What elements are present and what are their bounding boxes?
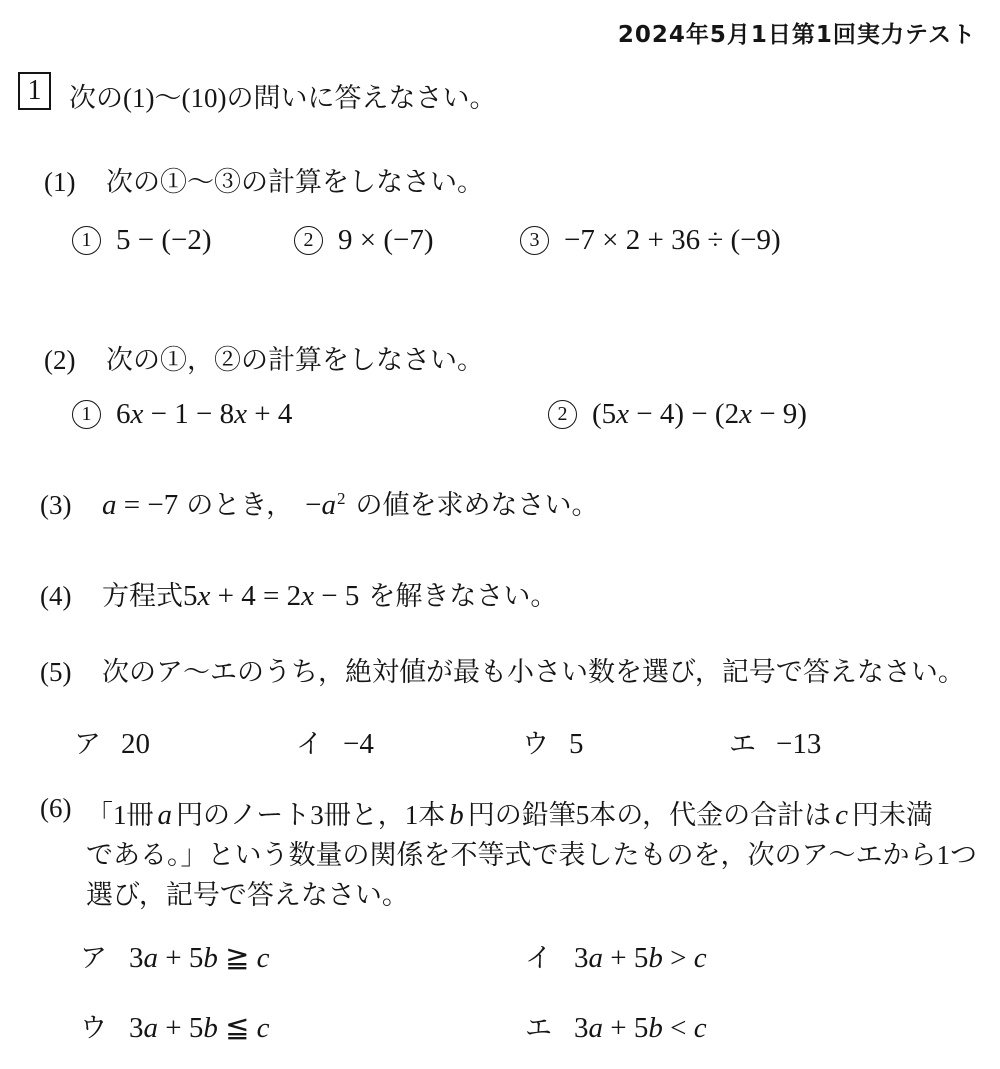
circled-number-1: 1 <box>72 226 101 255</box>
q1-item-3-expression: −7 × 2 + 36 ÷ (−9) <box>564 224 781 256</box>
choice-expression <box>574 1012 707 1045</box>
q1-item-1 <box>72 224 212 257</box>
q3-text-part: のとき， <box>186 490 294 520</box>
problem-instruction: 次の(1)～(10)の問いに答えなさい。 <box>69 83 497 113</box>
q4-text-part: 方程式 <box>102 581 183 611</box>
expr-segment: + 5 <box>603 1012 649 1044</box>
option-key: エ <box>729 729 756 759</box>
q2-item-1 <box>72 398 292 431</box>
q6-line-2: である。」という数量の関係を不等式で表したものを，次のア～エから1つ <box>86 840 977 870</box>
q2-item-2 <box>548 398 807 431</box>
expr-segment: 3 <box>574 1012 589 1044</box>
variable-a: a <box>588 942 603 974</box>
q6-choice-e <box>525 1006 707 1045</box>
variable-b: b <box>648 942 663 974</box>
option-key: ア <box>74 729 101 759</box>
question-2-label: (2) <box>44 345 76 375</box>
question-5-label: (5) <box>40 657 72 687</box>
expr-segment: − 1 − 8 <box>143 398 235 430</box>
inequality-operator: < <box>662 1012 694 1044</box>
q3-expression <box>102 489 178 521</box>
question-1-text: 次の①～③の計算をしなさい。 <box>106 167 484 197</box>
variable-x: x <box>130 398 144 430</box>
q6-text-part: 円のノート3冊と，1本 <box>176 800 446 830</box>
choice-key: ア <box>80 943 107 973</box>
inequality-operator: ≦ <box>217 1012 257 1044</box>
q1-item-3 <box>520 224 781 257</box>
q4-equation <box>183 580 359 612</box>
choice-key: ウ <box>80 1013 107 1043</box>
q6-text-part: 円未満 <box>852 800 933 830</box>
q2-item-1-expression <box>116 398 292 431</box>
variable-a: a <box>588 1012 603 1044</box>
variable-c: c <box>256 942 270 974</box>
variable-b: b <box>648 1012 663 1044</box>
q6-text-part: 「1冊 <box>86 800 154 830</box>
q4-text-part: を解きなさい。 <box>368 581 558 611</box>
choice-expression <box>574 942 707 975</box>
q3-expression-2 <box>305 489 345 521</box>
expr-segment: 3 <box>129 942 144 974</box>
q6-choice-a <box>80 936 270 975</box>
expr-segment: (5 <box>592 398 617 430</box>
q2-item-2-expression <box>592 398 807 431</box>
exponent: 2 <box>337 489 346 508</box>
q1-item-2 <box>294 224 434 257</box>
q6-line-3: 選び，記号で答えなさい。 <box>86 880 409 910</box>
variable-x: x <box>616 398 630 430</box>
expr-segment: − 4) − (2 <box>629 398 740 430</box>
problem-number-box: 1 <box>18 72 51 110</box>
variable-a: a <box>143 1012 158 1044</box>
expr-segment: − 9) <box>751 398 807 430</box>
question-1-label: (1) <box>44 167 76 197</box>
option-value: −4 <box>343 728 374 760</box>
circled-number-3: 3 <box>520 226 549 255</box>
question-4-label: (4) <box>40 581 72 611</box>
variable-c: c <box>835 799 848 831</box>
expr-segment: − 5 <box>313 580 360 612</box>
expr-segment: 3 <box>574 942 589 974</box>
variable-c: c <box>693 942 707 974</box>
question-1 <box>44 160 484 199</box>
variable-c: c <box>693 1012 707 1044</box>
inequality-operator: > <box>662 942 694 974</box>
question-2-text: 次の①，②の計算をしなさい。 <box>106 345 484 375</box>
variable-x: x <box>739 398 752 430</box>
expr-segment: = −7 <box>116 489 179 521</box>
circled-number-1: 1 <box>72 400 101 429</box>
variable-x: x <box>197 580 211 612</box>
q5-option-i <box>296 722 374 761</box>
circled-number-2: 2 <box>548 400 577 429</box>
problem-1-row <box>18 72 496 115</box>
q1-item-1-expression: 5 − (−2) <box>116 224 212 256</box>
question-3 <box>40 483 599 522</box>
option-value: 20 <box>121 728 150 760</box>
choice-expression <box>129 1010 270 1045</box>
question-5-text: 次のア～エのうち，絶対値が最も小さい数を選び，記号で答えなさい。 <box>102 657 965 687</box>
question-2 <box>44 338 484 377</box>
expr-segment: 5 <box>183 580 198 612</box>
variable-a: a <box>102 489 117 521</box>
q5-option-u <box>522 722 584 761</box>
question-6-label: (6) <box>40 793 72 823</box>
q6-choice-i <box>525 936 707 975</box>
variable-b: b <box>203 1012 218 1044</box>
option-key: ウ <box>522 729 549 759</box>
option-value: 5 <box>569 728 584 760</box>
choice-key: イ <box>525 943 552 973</box>
question-4 <box>40 574 557 613</box>
inequality-operator: ≧ <box>217 942 257 974</box>
variable-a: a <box>321 489 336 521</box>
variable-a: a <box>143 942 158 974</box>
question-6-label-holder <box>40 793 71 824</box>
expr-segment: + 5 <box>603 942 649 974</box>
question-3-label: (3) <box>40 490 72 520</box>
expr-segment: 6 <box>116 398 131 430</box>
expr-segment: 3 <box>129 1012 144 1044</box>
q6-text-part: 円の鉛筆5本の，代金の合計は <box>467 800 832 830</box>
variable-c: c <box>256 1012 270 1044</box>
q6-choice-u <box>80 1006 270 1045</box>
expr-segment: + 4 = 2 <box>210 580 302 612</box>
option-key: イ <box>296 729 323 759</box>
expr-segment: + 5 <box>158 942 204 974</box>
q1-item-2-expression: 9 × (−7) <box>338 224 434 256</box>
q6-line-1 <box>86 793 933 832</box>
variable-b: b <box>203 942 218 974</box>
expr-segment: + 5 <box>158 1012 204 1044</box>
variable-x: x <box>301 580 314 612</box>
choice-expression <box>129 940 270 975</box>
choice-key: エ <box>525 1013 552 1043</box>
q5-option-e <box>729 722 821 761</box>
expr-segment: − <box>305 489 322 521</box>
q5-option-a <box>74 722 150 761</box>
expr-segment: + 4 <box>246 398 293 430</box>
option-value: −13 <box>776 728 822 760</box>
circled-number-2: 2 <box>294 226 323 255</box>
variable-a: a <box>157 799 172 831</box>
question-5 <box>40 650 965 689</box>
variable-x: x <box>234 398 247 430</box>
test-date-title: 2024年5月1日第1回実力テスト <box>617 22 976 48</box>
variable-b: b <box>449 799 464 831</box>
q3-text-part: の値を求めなさい。 <box>355 490 599 520</box>
